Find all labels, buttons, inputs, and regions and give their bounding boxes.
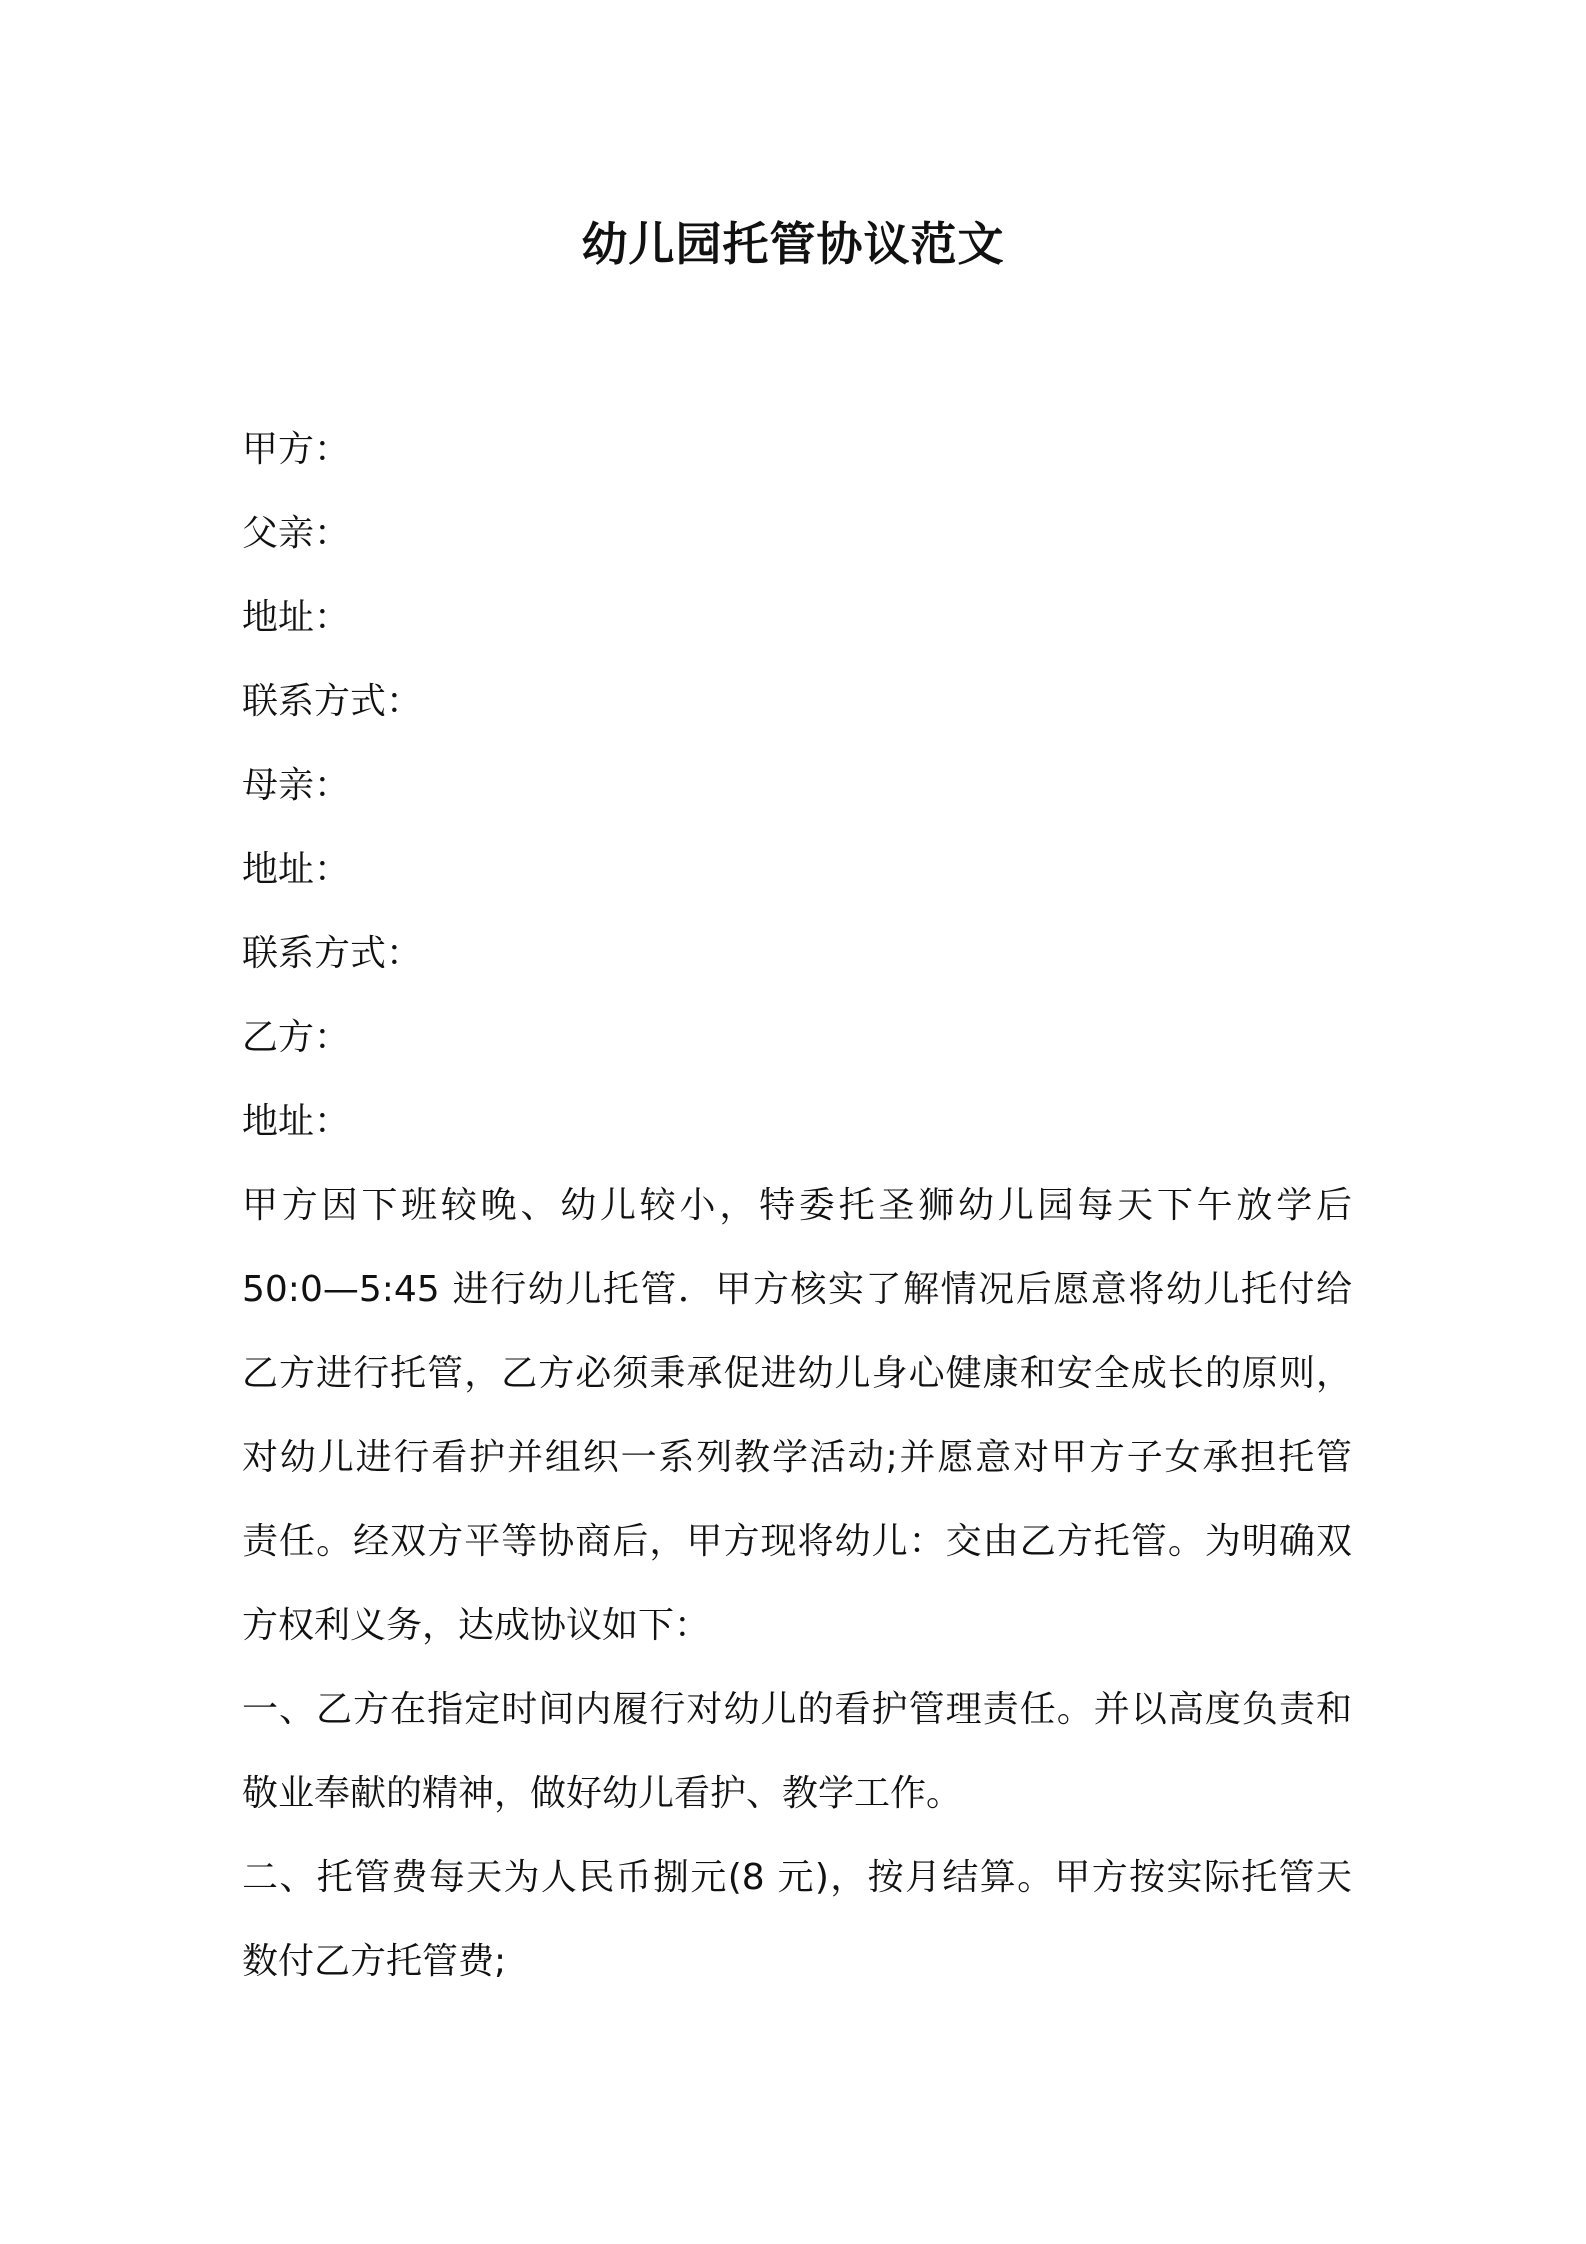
father-address-label: 地址：: [242, 597, 351, 638]
paragraph-line: 方权利义务，达成协议如下：: [242, 1605, 711, 1646]
clause-one-line: 一、乙方在指定时间内履行对幼儿的看护管理责任。并以高度负责和: [242, 1689, 1352, 1730]
mother-address-label: 地址：: [242, 849, 351, 890]
document-body: [242, 408, 1352, 2004]
paragraph-line: 乙方进行托管，乙方必须秉承促进幼儿身心健康和安全成长的原则，: [242, 1353, 1352, 1394]
clause-two-line: 二、托管费每天为人民币捌元(8 元)，按月结算。甲方按实际托管天: [242, 1857, 1352, 1898]
party-b-label: 乙方：: [242, 1017, 351, 1058]
party-a-label: 甲方：: [242, 429, 351, 470]
mother-label: 母亲：: [242, 765, 351, 806]
clause-two-line: 数付乙方托管费;: [242, 1941, 507, 1982]
clause-one-line: 敬业奉献的精神，做好幼儿看护、教学工作。: [242, 1773, 963, 1814]
mother-contact-label: 联系方式：: [242, 933, 423, 974]
paragraph-line: 甲方因下班较晚、幼儿较小，特委托圣狮幼儿园每天下午放学后: [242, 1185, 1352, 1226]
paragraph-line: 对幼儿进行看护并组织一系列教学活动;并愿意对甲方子女承担托管: [242, 1437, 1352, 1478]
father-contact-label: 联系方式：: [242, 681, 423, 722]
father-label: 父亲：: [242, 513, 351, 554]
paragraph-line: 责任。经双方平等协商后，甲方现将幼儿：交由乙方托管。为明确双: [242, 1521, 1352, 1562]
document-title: 幼儿园托管协议范文: [581, 217, 1005, 271]
paragraph-line: 50:0—5:45 进行幼儿托管．甲方核实了解情况后愿意将幼儿托付给: [242, 1269, 1352, 1310]
party-b-address-label: 地址：: [242, 1101, 351, 1142]
